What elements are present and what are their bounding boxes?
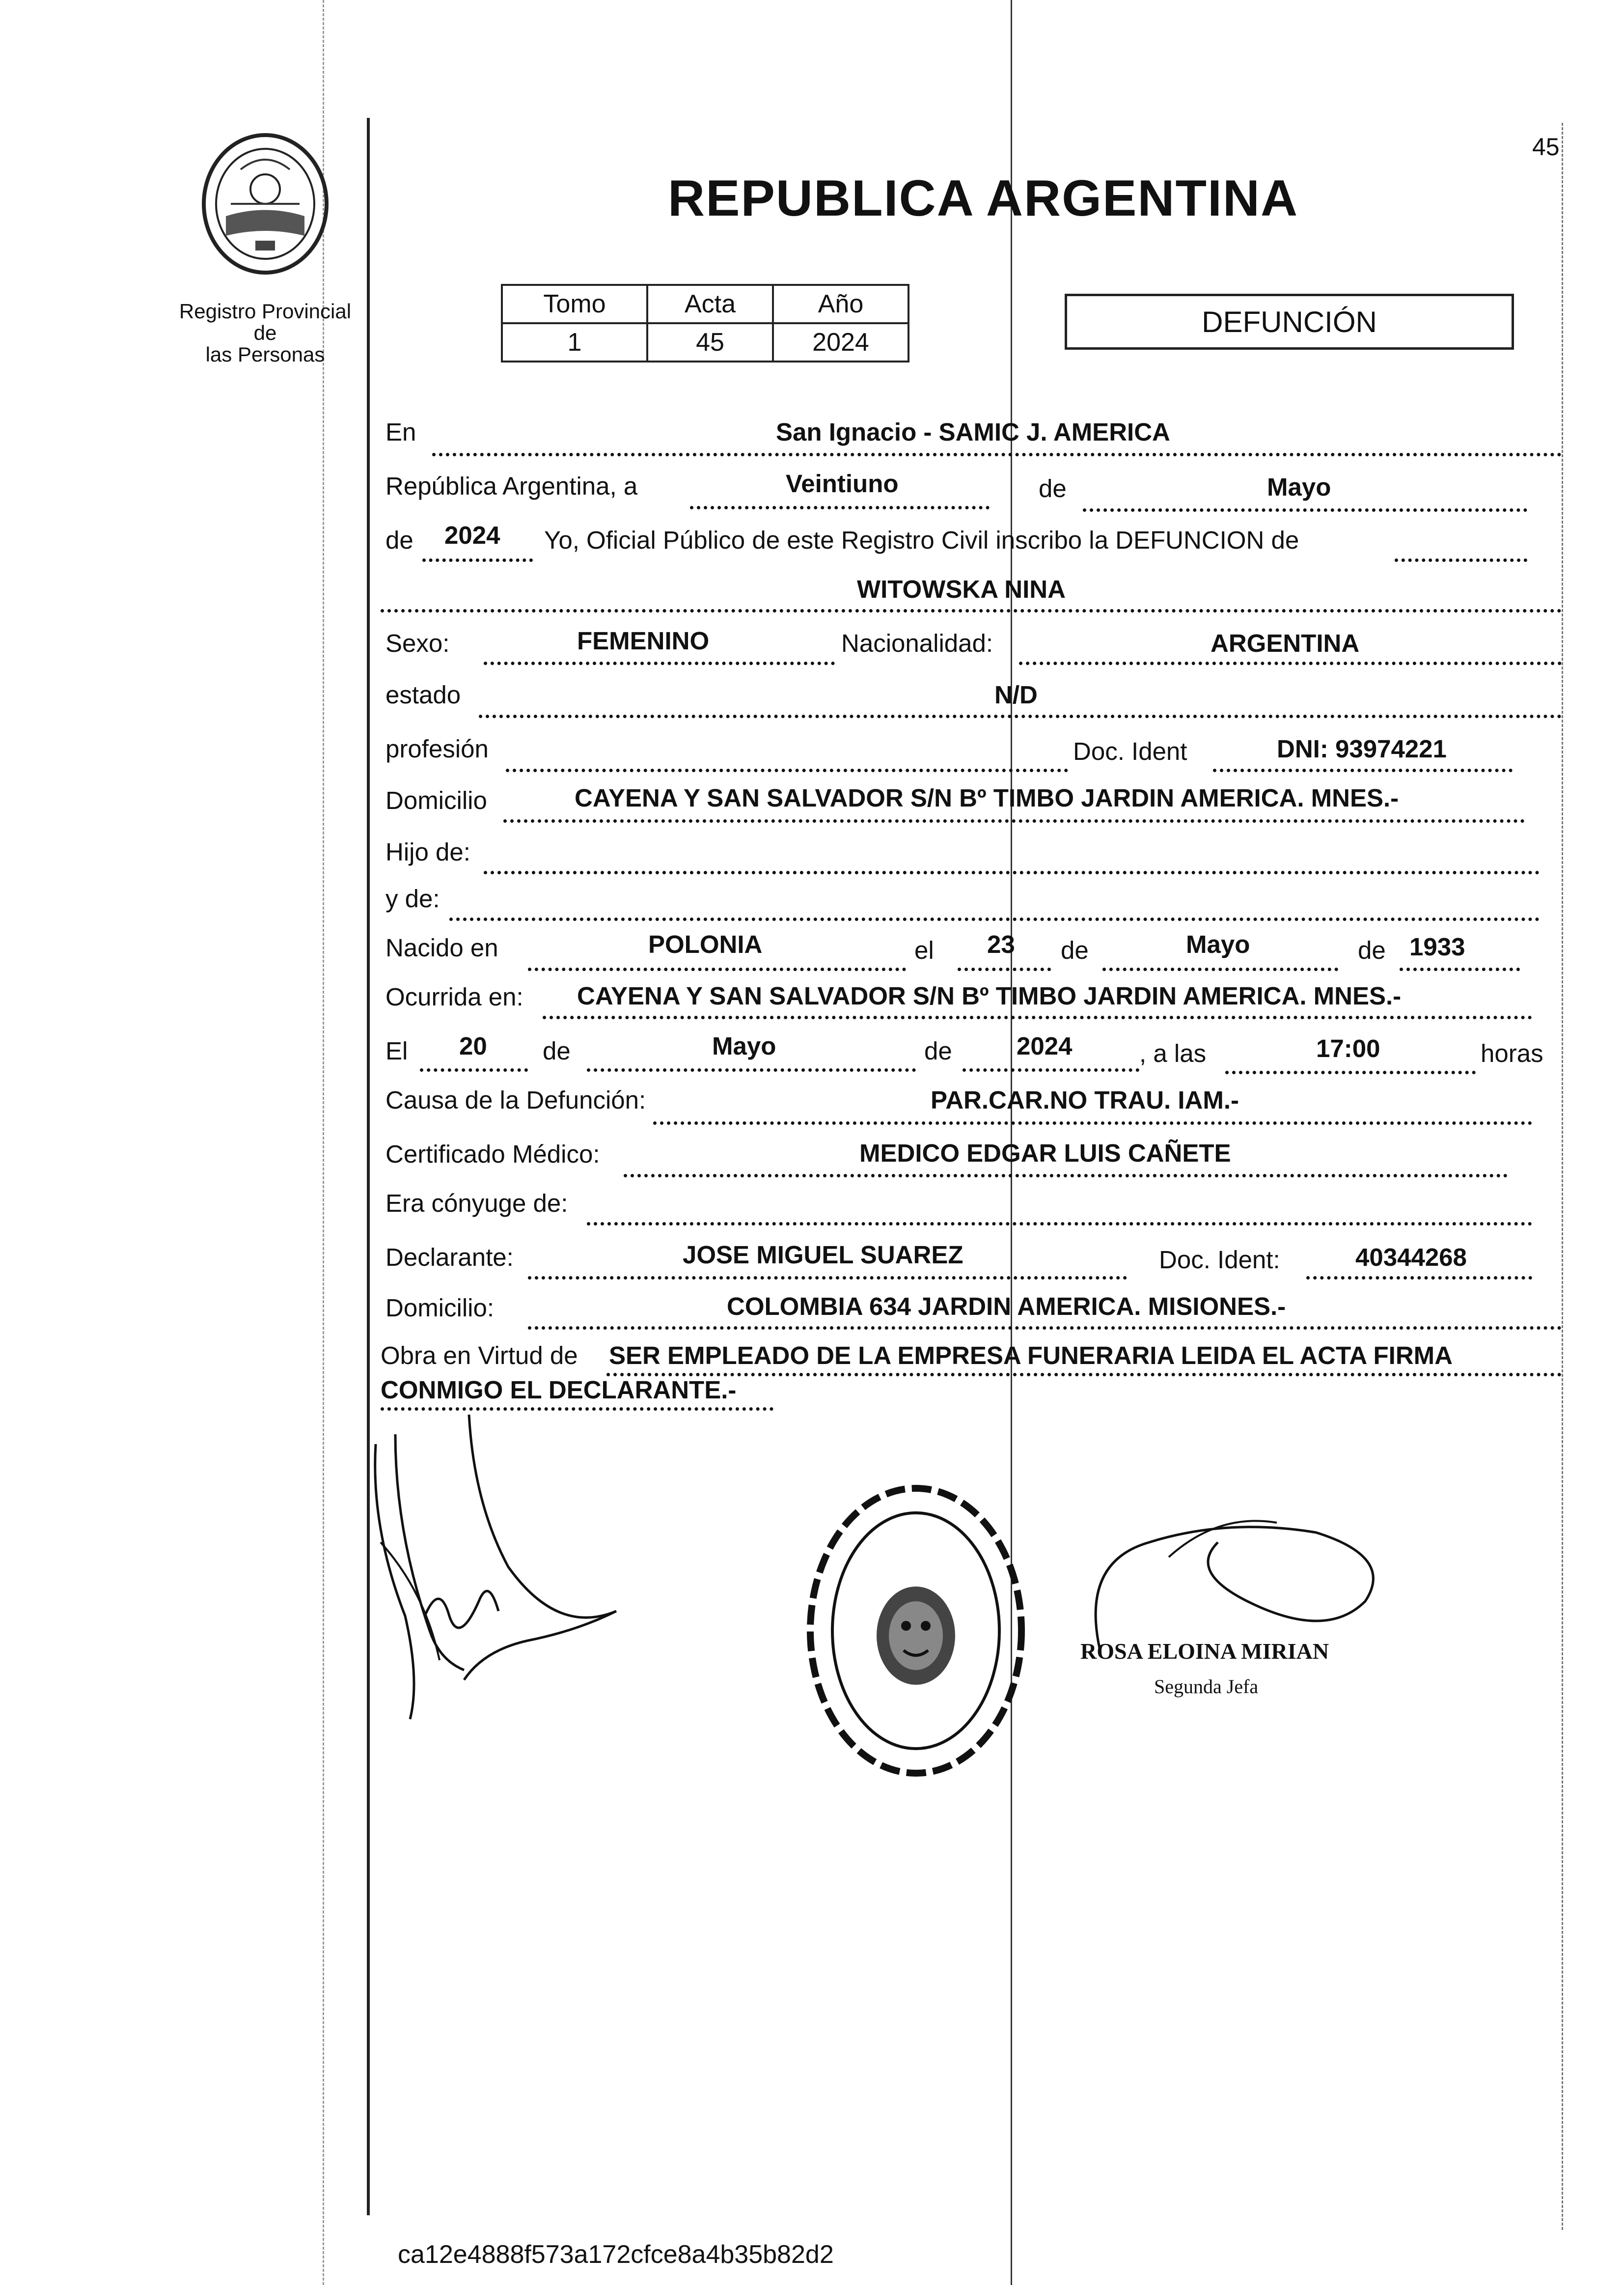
- domicilio-label: Domicilio: [385, 786, 487, 814]
- dia-line: [690, 506, 990, 509]
- yde-line: [449, 918, 1540, 921]
- nac-anio-value: 1933: [1409, 933, 1465, 961]
- certificado-value: MEDICO EDGAR LUIS CAÑETE: [859, 1139, 1231, 1167]
- inscribo-text: Yo, Oficial Público de este Registro Civil inscribo la DEFUNCION de: [544, 526, 1299, 554]
- nacionalidad-label: Nacionalidad:: [841, 629, 993, 657]
- ocurrida-label: Ocurrida en:: [385, 983, 523, 1011]
- def-dia-line: [420, 1068, 528, 1072]
- nacido-label: Nacido en: [385, 934, 498, 962]
- nacido-value: POLONIA: [648, 930, 763, 958]
- hora-value: 17:00: [1316, 1034, 1380, 1062]
- document-hash: ca12e4888f573a172cfce8a4b35b82d2: [398, 2240, 834, 2269]
- estado-value: N/D: [994, 681, 1038, 709]
- hijo-line: [484, 871, 1540, 874]
- causa-label: Causa de la Defunción:: [385, 1086, 646, 1114]
- official-seal: [800, 1478, 1031, 1783]
- declarant-signature: [366, 1405, 631, 1729]
- domicilio2-line: [528, 1326, 1562, 1330]
- def-de2-label: de: [924, 1037, 952, 1065]
- declarante-doc-label: Doc. Ident:: [1159, 1246, 1280, 1274]
- record-header-anio: Año: [773, 285, 908, 323]
- def-dia-value: 20: [459, 1032, 487, 1060]
- nacionalidad-value: ARGENTINA: [1211, 629, 1360, 657]
- nacido-line: [528, 968, 906, 971]
- obra-line1: [606, 1373, 1562, 1376]
- dia-value: Veintiuno: [786, 470, 899, 498]
- official-signature: [1071, 1503, 1390, 1650]
- nombre-line: [381, 609, 1562, 613]
- official-stamp-name: ROSA ELOINA MIRIAN: [1080, 1639, 1329, 1664]
- estado-label: estado: [385, 681, 461, 709]
- doc-value: DNI: 93974221: [1277, 735, 1447, 763]
- mes-value: Mayo: [1267, 473, 1331, 501]
- def-de1-label: de: [543, 1037, 571, 1065]
- certificado-line: [624, 1174, 1508, 1177]
- document-type-box: [1065, 294, 1514, 350]
- anio-line: [422, 558, 533, 562]
- nac-mes-value: Mayo: [1186, 930, 1250, 958]
- en-label: En: [385, 418, 416, 446]
- crest-caption: [167, 301, 363, 365]
- republica-label: República Argentina, a: [385, 472, 638, 500]
- obra-value-line2: CONMIGO EL DECLARANTE.-: [381, 1376, 737, 1404]
- nac-anio-line: [1400, 968, 1520, 971]
- page-number: 45: [1532, 133, 1560, 161]
- nac-mes-line: [1102, 968, 1338, 971]
- domicilio2-label: Domicilio:: [385, 1294, 495, 1322]
- document-type: DEFUNCIÓN: [1202, 305, 1377, 338]
- def-anio-value: 2024: [1017, 1032, 1073, 1060]
- domicilio-value: CAYENA Y SAN SALVADOR S/N Bº TIMBO JARDIN AMERICA. MNES.-: [575, 784, 1399, 812]
- sexo-label: Sexo:: [385, 629, 450, 657]
- ocurrida-line: [543, 1016, 1532, 1019]
- hijo-label: Hijo de:: [385, 838, 470, 866]
- profesion-line: [506, 769, 1068, 772]
- sexo-line: [484, 662, 835, 665]
- declarante-line: [528, 1276, 1127, 1280]
- anio-label: de: [385, 526, 413, 554]
- obra-value-line1: SER EMPLEADO DE LA EMPRESA FUNERARIA LEIDA EL ACTA FIRMA: [609, 1341, 1453, 1369]
- declarante-doc-line: [1306, 1276, 1532, 1280]
- causa-line: [653, 1121, 1532, 1125]
- en-value: San Ignacio - SAMIC J. AMERICA: [776, 418, 1170, 446]
- domicilio2-value: COLOMBIA 634 JARDIN AMERICA. MISIONES.-: [727, 1292, 1286, 1320]
- sexo-value: FEMENINO: [577, 627, 710, 655]
- certificado-label: Certificado Médico:: [385, 1140, 600, 1168]
- conyuge-label: Era cónyuge de:: [385, 1189, 568, 1217]
- nac-de2-label: de: [1358, 936, 1386, 964]
- declarante-doc-value: 40344268: [1355, 1243, 1467, 1271]
- horas-label: horas: [1481, 1039, 1543, 1067]
- el-label: el: [914, 936, 934, 964]
- domicilio-line: [503, 819, 1525, 823]
- left-margin-rule: [367, 118, 370, 2215]
- mes-line: [1083, 508, 1527, 512]
- el2-label: El: [385, 1037, 408, 1065]
- alas-label: , a las: [1139, 1039, 1207, 1067]
- conyuge-line: [587, 1222, 1532, 1226]
- nacionalidad-line: [1019, 662, 1562, 665]
- def-anio-line: [963, 1068, 1139, 1072]
- record-table: [501, 284, 909, 362]
- record-header-acta: Acta: [647, 285, 773, 323]
- yde-label: y de:: [385, 885, 440, 913]
- crest-caption-line2: las Personas: [205, 343, 325, 366]
- obra-label: Obra en Virtud de: [381, 1341, 578, 1369]
- record-value-acta: 45: [647, 323, 773, 362]
- anio-value: 2024: [444, 521, 500, 549]
- nac-dia-value: 23: [987, 930, 1015, 958]
- inscribo-line: [1395, 558, 1527, 562]
- estado-line: [479, 715, 1562, 718]
- causa-value: PAR.CAR.NO TRAU. IAM.-: [931, 1086, 1239, 1114]
- de-label: de: [1039, 474, 1067, 502]
- nac-dia-line: [958, 968, 1051, 971]
- page-title: REPUBLICA ARGENTINA: [668, 170, 1299, 227]
- crest-caption-line1: Registro Provincial de: [179, 300, 352, 344]
- nombre-value: WITOWSKA NINA: [857, 575, 1066, 603]
- nac-de1-label: de: [1061, 936, 1089, 964]
- right-margin-rule: [1562, 123, 1563, 2230]
- declarante-label: Declarante:: [385, 1243, 514, 1271]
- province-crest: [196, 130, 334, 278]
- def-mes-line: [587, 1068, 916, 1072]
- en-line: [432, 453, 1562, 456]
- official-stamp-role: Segunda Jefa: [1154, 1675, 1259, 1698]
- record-header-tomo: Tomo: [502, 285, 647, 323]
- declarante-value: JOSE MIGUEL SUAREZ: [683, 1241, 963, 1269]
- record-value-tomo: 1: [502, 323, 647, 362]
- def-mes-value: Mayo: [712, 1032, 776, 1060]
- doc-label: Doc. Ident: [1073, 737, 1187, 765]
- record-value-anio: 2024: [773, 323, 908, 362]
- ocurrida-value: CAYENA Y SAN SALVADOR S/N Bº TIMBO JARDIN AMERICA. MNES.-: [577, 982, 1402, 1010]
- profesion-label: profesión: [385, 735, 489, 763]
- hora-line: [1225, 1071, 1476, 1074]
- doc-line: [1213, 769, 1513, 772]
